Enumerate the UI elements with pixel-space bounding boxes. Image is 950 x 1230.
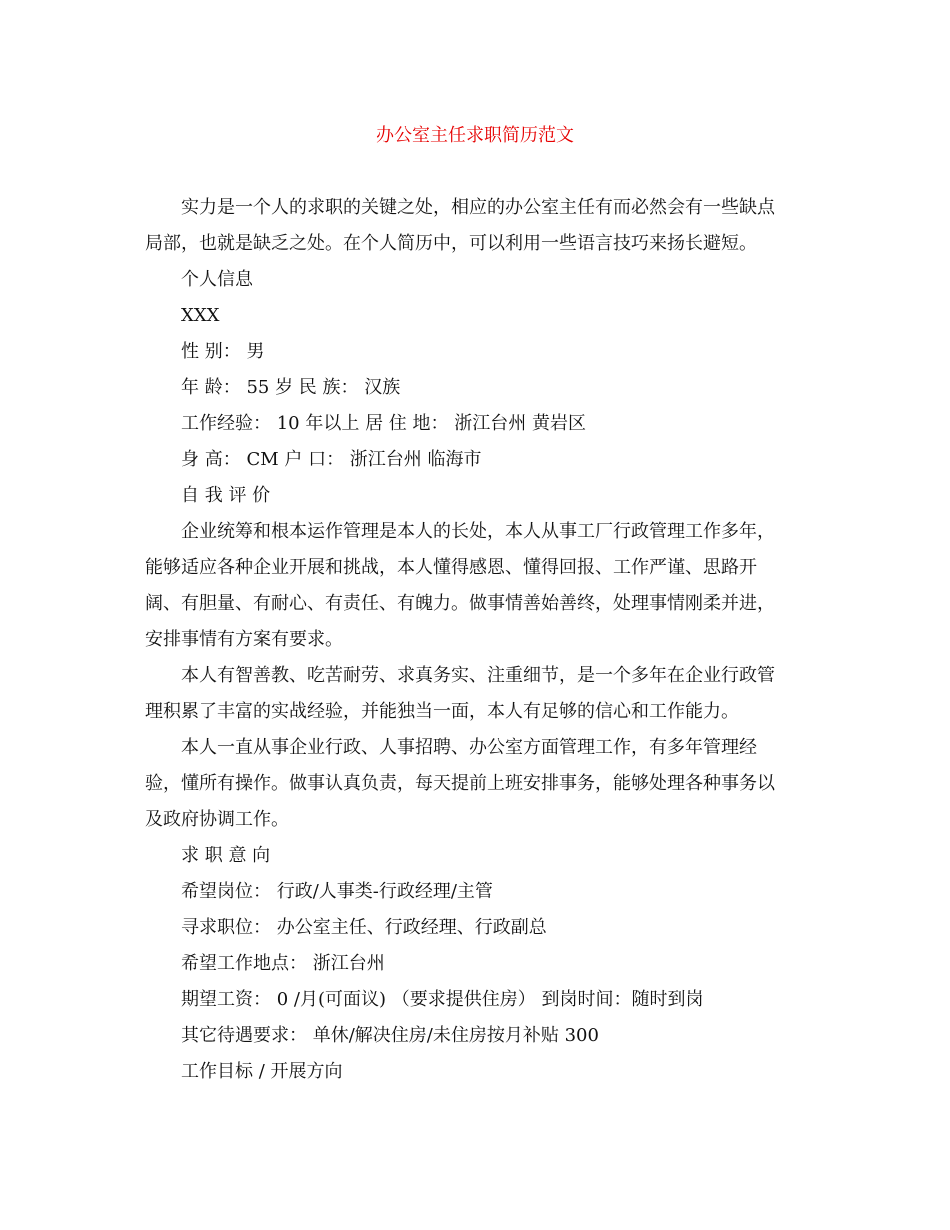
age-ethnicity-field: 年 龄： 55 岁 民 族： 汉族 xyxy=(181,377,401,398)
self-eval-p3-line-1: 本人一直从事企业行政、人事招聘、办公室方面管理工作，有多年管理经 xyxy=(181,737,757,758)
experience-residence-field: 工作经验： 10 年以上 居 住 地： 浙江台州 黄岩区 xyxy=(181,413,586,434)
self-eval-p1-line-4: 安排事情有方案有要求。 xyxy=(145,629,343,650)
job-intent-heading: 求 职 意 向 xyxy=(181,845,271,866)
self-eval-p3-line-3: 及政府协调工作。 xyxy=(145,809,289,830)
personal-info-heading: 个人信息 xyxy=(181,269,253,290)
self-eval-p2-line-1: 本人有智善教、吃苦耐劳、求真务实、注重细节，是一个多年在企业行政管 xyxy=(181,665,775,686)
intro-paragraph xyxy=(145,190,805,226)
intro-line-2: 局部，也就是缺乏之处。在个人简历中，可以利用一些语言技巧来扬长避短。 xyxy=(145,233,757,254)
intro-line-1: 实力是一个人的求职的关键之处，相应的办公室主任有而必然会有一些缺点 xyxy=(181,197,775,218)
desired-location-field: 希望工作地点： 浙江台州 xyxy=(181,953,385,974)
self-eval-p1-line-3: 阔、有胆量、有耐心、有责任、有魄力。做事情善始善终，处理事情刚柔并进， xyxy=(145,593,775,614)
height-hukou-field: 身 高： CM 户 口： 浙江台州 临海市 xyxy=(181,449,482,470)
gender-field: 性 别： 男 xyxy=(181,341,265,362)
document-body xyxy=(145,190,805,1090)
expected-salary-field: 期望工资： 0 /月(可面议) （要求提供住房） 到岗时间：随时到岗 xyxy=(181,989,704,1010)
self-evaluation-paragraph-1 xyxy=(145,514,805,658)
document-title: 办公室主任求职简历范文 xyxy=(376,125,574,146)
self-eval-p1-line-1: 企业统筹和根本运作管理是本人的长处，本人从事工厂行政管理工作多年， xyxy=(181,521,775,542)
desired-position-field: 希望岗位： 行政/人事类-行政经理/主管 xyxy=(181,881,493,902)
self-evaluation-paragraph-3 xyxy=(145,730,805,838)
name-field: XXX xyxy=(181,305,220,326)
intro-paragraph-continued xyxy=(145,226,805,262)
self-evaluation-paragraph-2 xyxy=(145,658,805,730)
self-eval-p1-line-2: 能够适应各种企业开展和挑战，本人懂得感恩、懂得回报、工作严谨、思路开 xyxy=(145,557,757,578)
self-evaluation-heading: 自 我 评 价 xyxy=(181,485,271,506)
self-eval-p2-line-2: 理积累了丰富的实战经验，并能独当一面，本人有足够的信心和工作能力。 xyxy=(145,701,739,722)
seeking-position-field: 寻求职位： 办公室主任、行政经理、行政副总 xyxy=(181,917,547,938)
self-eval-p3-line-2: 验，懂所有操作。做事认真负责，每天提前上班安排事务，能够处理各种事务以 xyxy=(145,773,775,794)
work-goal-heading: 工作目标 / 开展方向 xyxy=(181,1061,343,1082)
other-benefits-field: 其它待遇要求： 单休/解决住房/未住房按月补贴 300 xyxy=(181,1025,599,1046)
